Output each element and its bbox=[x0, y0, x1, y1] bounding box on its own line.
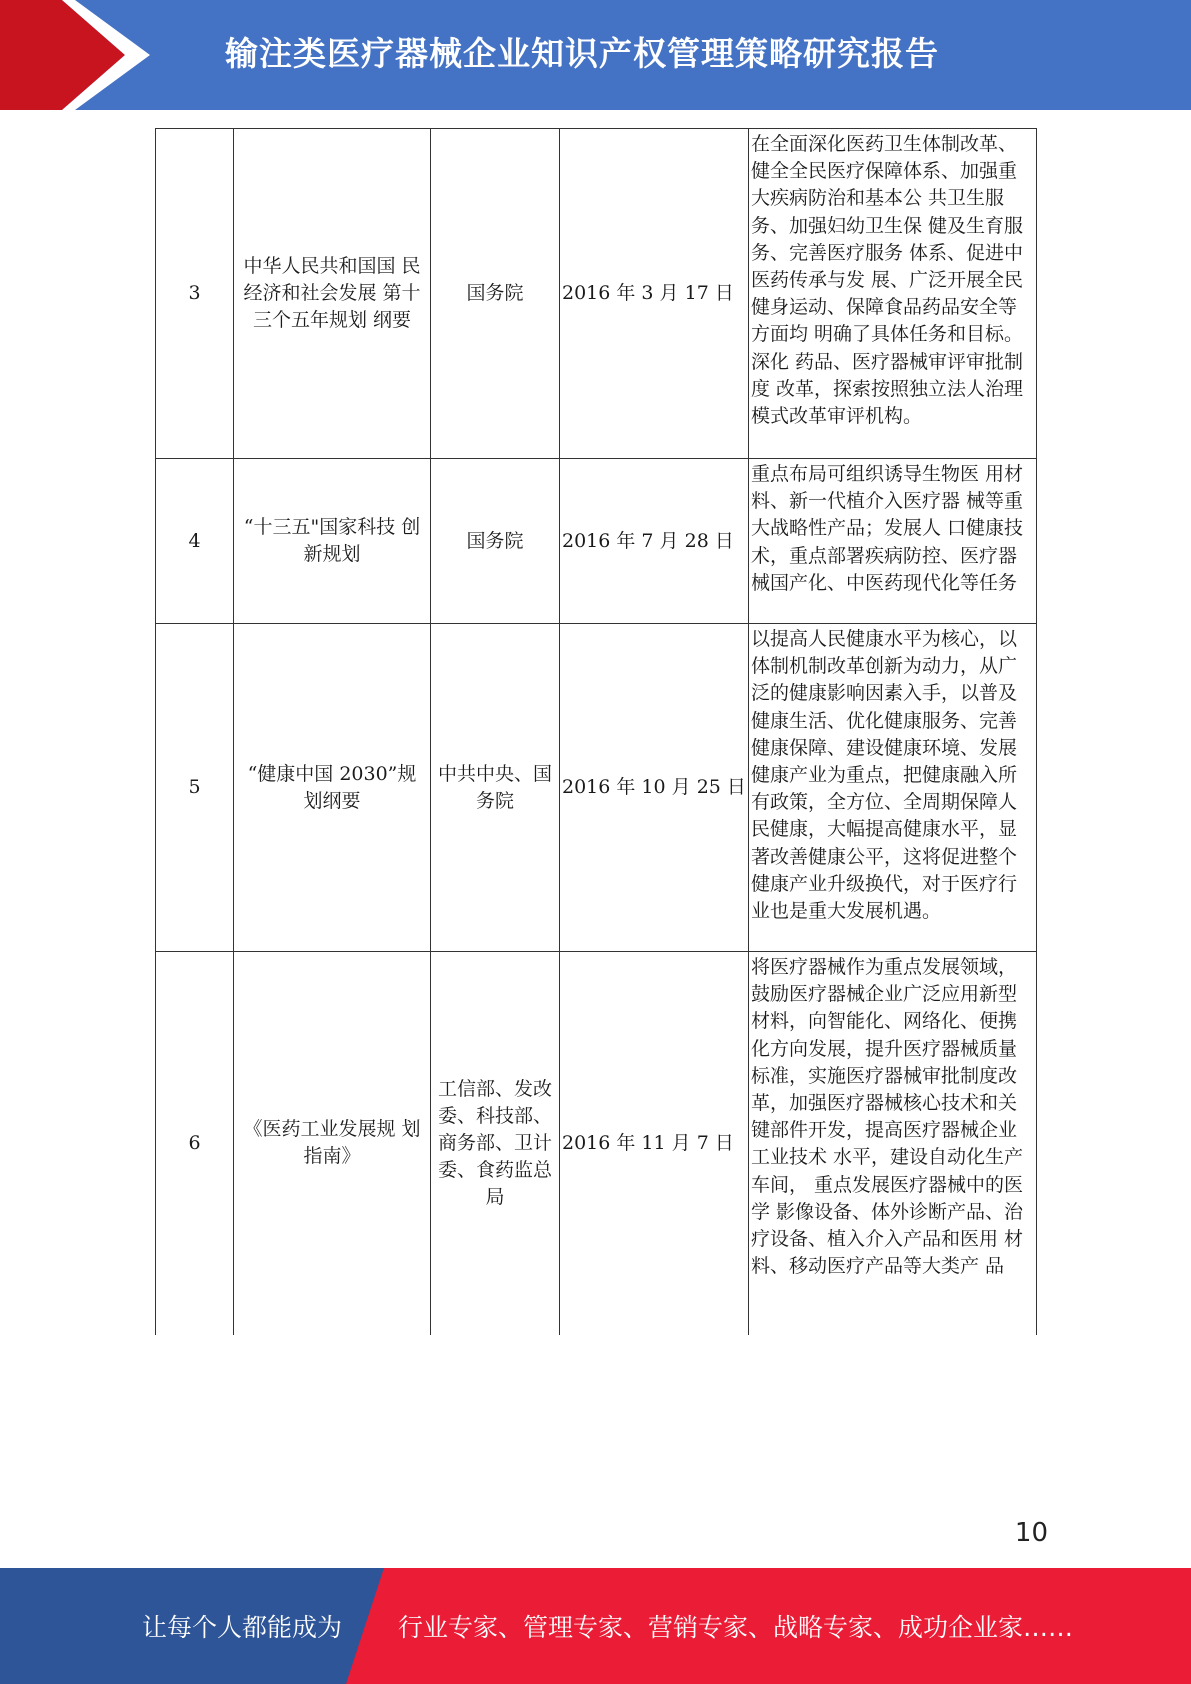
table-row bbox=[156, 129, 1037, 459]
policy-title: “十三五"国家科技 创新规划 bbox=[234, 459, 431, 624]
policy-content: 以提高人民健康水平为核心，以体制机制改革创新为动力，从广泛的健康影响因素入手，以普及健康生活、优化健康服务、完善健康保障、建设健康环境、发展健康产业为重点，把健康融入所有政策，全方位、全周期保障人民健康，大幅提高健康水平，显著改善健康公平，这将促进整个健康产业升级换代，对于医疗行业也是重大发展机遇。 bbox=[749, 624, 1037, 952]
report-title: 输注类医疗器械企业知识产权管理策略研究报告 bbox=[225, 34, 939, 73]
policy-date: 2016 年 7 月 28 日 bbox=[560, 459, 749, 624]
header-red-chevron bbox=[0, 0, 150, 110]
policy-issuer: 工信部、发改委、科技部、商务部、卫计委、食药监总局 bbox=[431, 952, 560, 1335]
page-number: 10 bbox=[1014, 1518, 1048, 1548]
table-row bbox=[156, 952, 1037, 1335]
policy-issuer: 中共中央、国务院 bbox=[431, 624, 560, 952]
policy-issuer: 国务院 bbox=[431, 129, 560, 459]
policy-date: 2016 年 3 月 17 日 bbox=[560, 129, 749, 459]
page-header bbox=[0, 0, 1191, 110]
footer-slogan-left: 让每个人都能成为 bbox=[142, 1613, 343, 1642]
policy-content: 将医疗器械作为重点发展领域，鼓励医疗器械企业广泛应用新型材料，向智能化、网络化、便携化方向发展，提升医疗器械质量标准，实施医疗器械审批制度改革，加强医疗器械核心技术和关键部件开发，提高医疗器械企业工业技术 水平，建设自动化生产车间， 重点发展医疗器械中的医学 影像设备、体外诊断产品、治 疗设备、植入介入产品和医用 材料、移动医疗产品等大类产 品 bbox=[749, 952, 1037, 1335]
policy-table bbox=[155, 128, 1037, 1335]
table-row bbox=[156, 459, 1037, 624]
policy-issuer: 国务院 bbox=[431, 459, 560, 624]
page-footer bbox=[0, 1568, 1191, 1684]
policy-title: 中华人民共和国国 民经济和社会发展 第十三个五年规划 纲要 bbox=[234, 129, 431, 459]
table-row bbox=[156, 624, 1037, 952]
row-number: 6 bbox=[156, 952, 234, 1335]
policy-title: “健康中国 2030”规 划纲要 bbox=[234, 624, 431, 952]
policy-date: 2016 年 10 月 25 日 bbox=[560, 624, 749, 952]
footer-slogan-right: 行业专家、管理专家、营销专家、战略专家、成功企业家…… bbox=[398, 1613, 1074, 1642]
policy-content: 在全面深化医药卫生体制改革、健全全民医疗保障体系、加强重大疾病防治和基本公 共卫生服务、加强妇幼卫生保 健及生育服务、完善医疗服务 体系、促进中医药传承与发 展、广泛开展全民健身运动、保障食品药品安全等方面均 明确了具体任务和目标。深化 药品、医疗器械审评审批制度 改革，探索按照独立法人治理 模式改革审评机构。 bbox=[749, 129, 1037, 459]
row-number: 3 bbox=[156, 129, 234, 459]
policy-content: 重点布局可组织诱导生物医 用材料、新一代植介入医疗器 械等重大战略性产品；发展人 口健康技术，重点部署疾病防控、医疗器械国产化、中医药现代化等任务 bbox=[749, 459, 1037, 624]
policy-date: 2016 年 11 月 7 日 bbox=[560, 952, 749, 1335]
policy-title: 《医药工业发展规 划指南》 bbox=[234, 952, 431, 1335]
row-number: 5 bbox=[156, 624, 234, 952]
row-number: 4 bbox=[156, 459, 234, 624]
